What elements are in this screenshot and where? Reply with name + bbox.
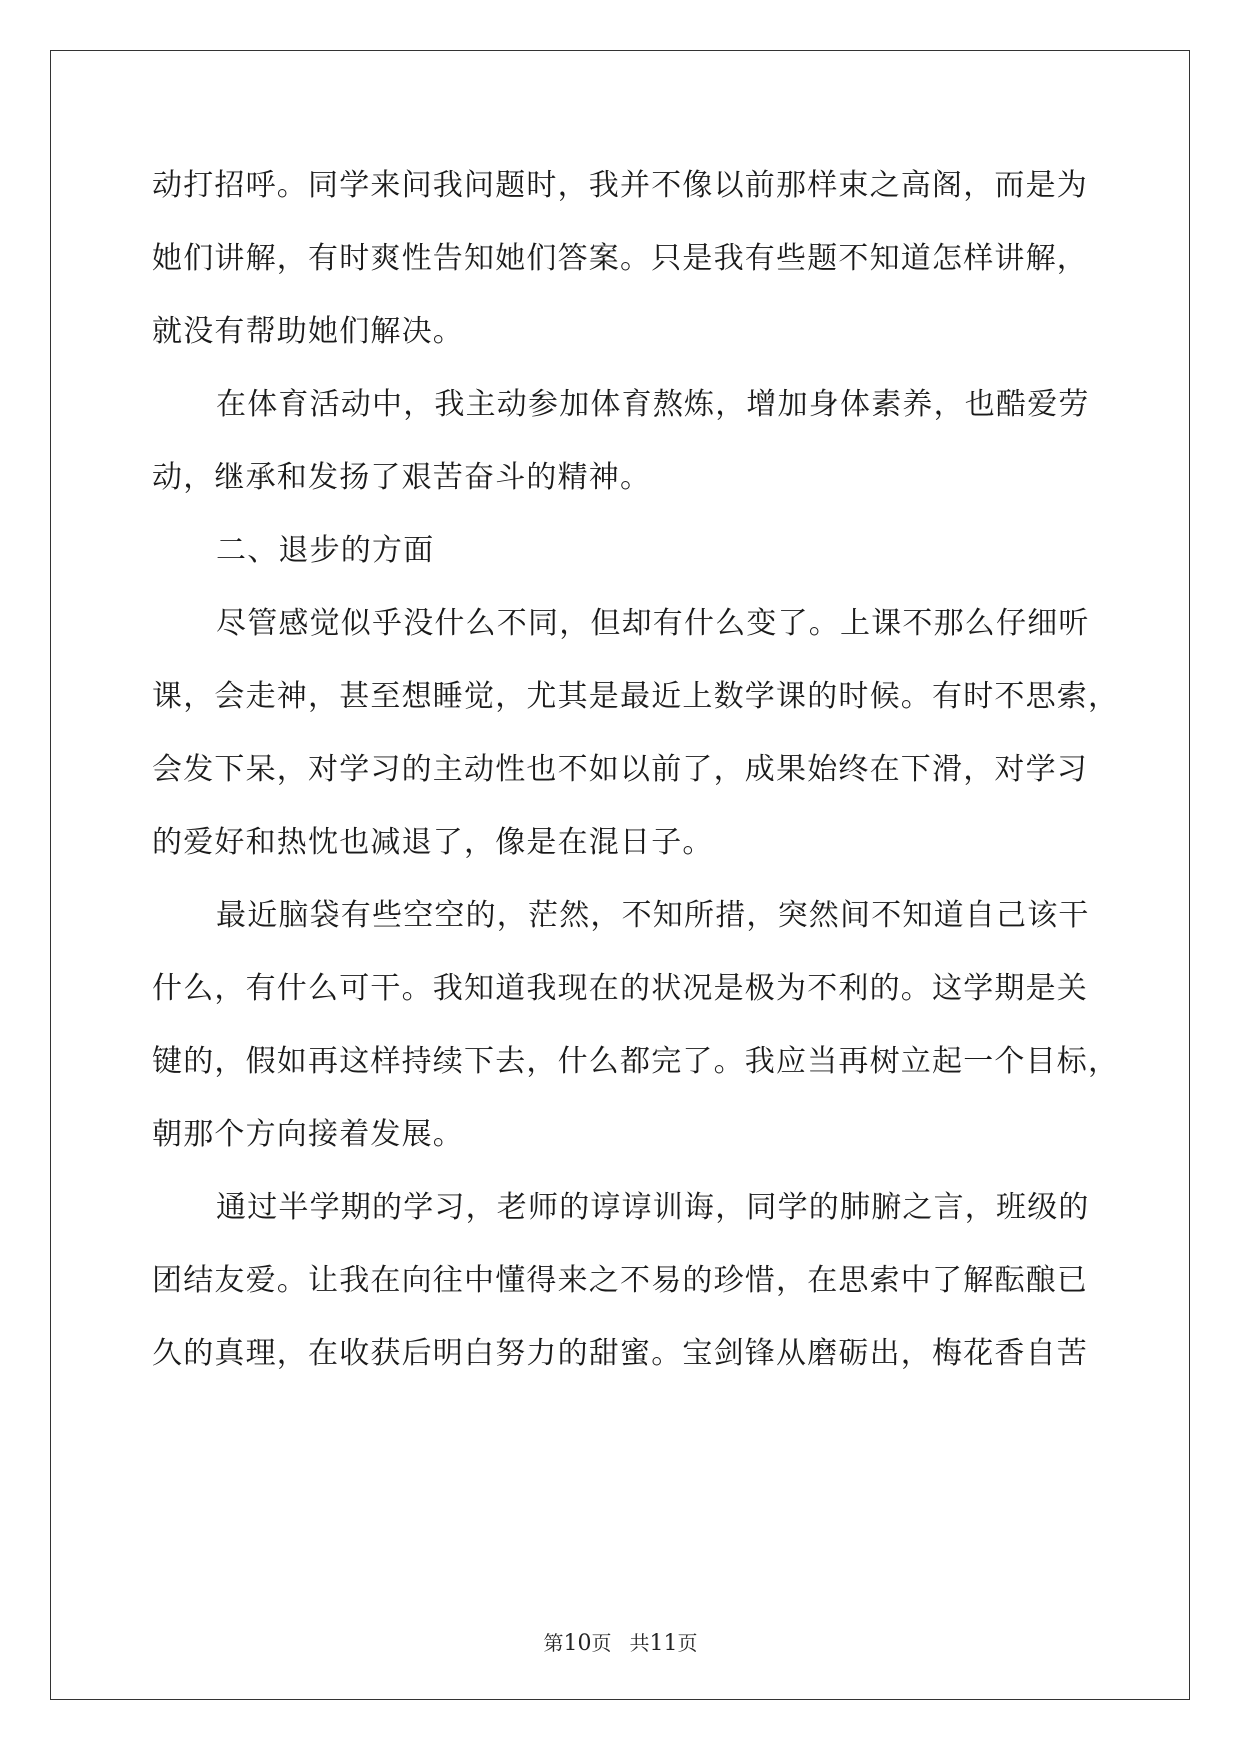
text-line: 久的真理，在收获后明白努力的甜蜜。宝剑锋从磨砺出，梅花香自苦 (152, 1336, 1088, 1371)
text-line: 她们讲解，有时爽性告知她们答案。只是我有些题不知道怎样讲解， (152, 241, 1088, 276)
text-line: 什么，有什么可干。我知道我现在的状况是极为不利的。这学期是关 (152, 971, 1088, 1006)
page-prefix: 第 (543, 1631, 564, 1655)
paragraph-start-line: 在体育活动中，我主动参加体育熬炼，增加身体素养，也酷爱劳 (216, 387, 1090, 422)
total-prefix: 共 (629, 1631, 650, 1655)
page-suffix: 页 (591, 1631, 612, 1655)
section-heading: 二、退步的方面 (216, 533, 435, 568)
text-line: 的爱好和热忱也减退了，像是在混日子。 (152, 825, 714, 860)
paragraph-start-line: 尽管感觉似乎没什么不同，但却有什么变了。上课不那么仔细听 (216, 606, 1090, 641)
text-line: 朝那个方向接着发展。 (152, 1117, 464, 1152)
paragraph-start-line: 最近脑袋有些空空的，茫然，不知所措，突然间不知道自己该干 (216, 898, 1090, 933)
total-pages: 11 (649, 1631, 678, 1656)
text-line: 会发下呆，对学习的主动性也不如以前了，成果始终在下滑，对学习 (152, 752, 1088, 787)
text-line: 就没有帮助她们解决。 (152, 314, 464, 349)
text-line: 团结友爱。让我在向往中懂得来之不易的珍惜，在思索中了解酝酿已 (152, 1263, 1088, 1298)
text-line: 课，会走神，甚至想睡觉，尤其是最近上数学课的时候。有时不思索， (152, 679, 1120, 714)
text-line: 键的，假如再这样持续下去，什么都完了。我应当再树立起一个目标， (152, 1044, 1120, 1079)
text-line: 动打招呼。同学来问我问题时，我并不像以前那样束之高阁，而是为 (152, 168, 1088, 203)
paragraph-start-line: 通过半学期的学习，老师的谆谆训诲，同学的肺腑之言，班级的 (216, 1190, 1090, 1225)
text-line: 动，继承和发扬了艰苦奋斗的精神。 (152, 460, 652, 495)
page-number: 10 (563, 1631, 592, 1656)
page-border (50, 50, 1190, 1700)
total-suffix: 页 (677, 1631, 698, 1655)
page-footer (0, 1630, 1241, 1657)
